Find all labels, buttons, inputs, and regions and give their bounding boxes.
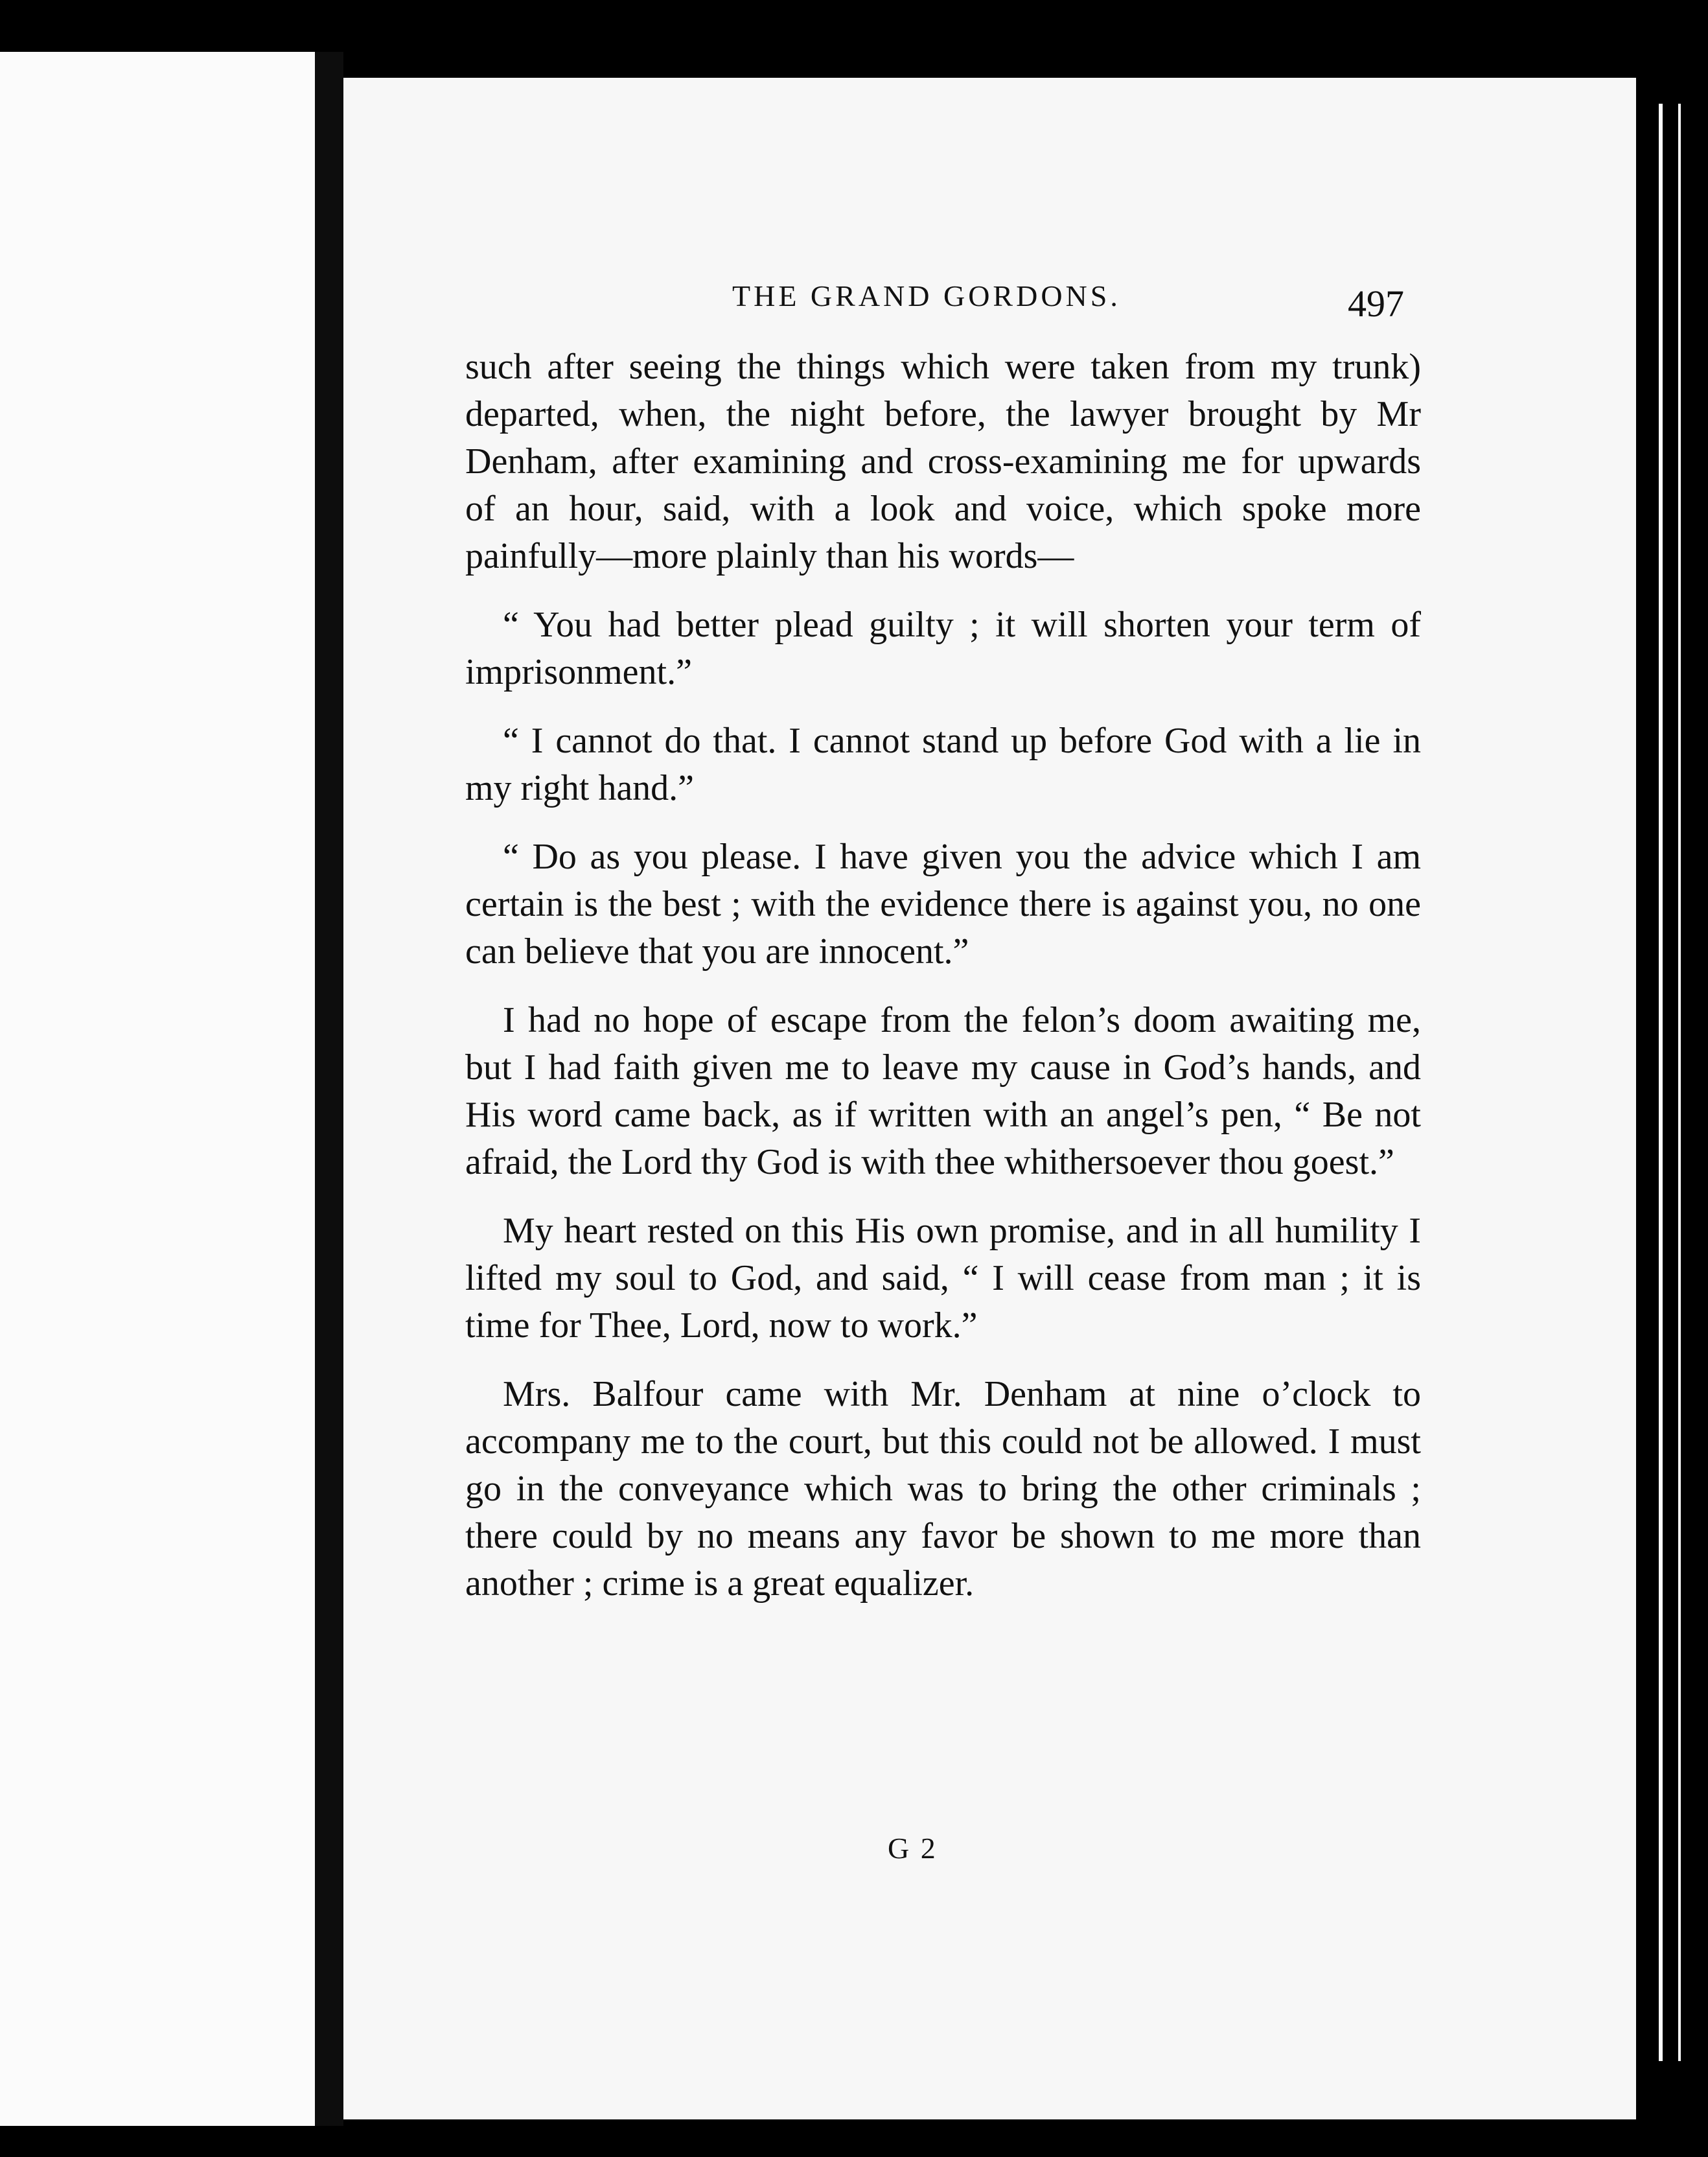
paragraph: I had no hope of escape from the felon’s doom awaiting me, but I had faith given me to leave my cause in God’s hands, and His word came back, as if written with an angel’s pen, “ Be not afraid, the Lord thy God is with thee whithersoever thou goest.” [465,1000,1421,1182]
page-edge-line [1659,104,1663,2061]
page-number: 497 [1348,283,1404,325]
paragraph: such after seeing the things which were taken from my trunk) departed, when, the night before, the lawyer brought by Mr Denham, after examining and cross-examining me for upwards of an hour, said, with a look and voice, which spoke more painfully—more plainly than his words— [465,347,1421,576]
page-edge-line [1678,104,1681,2061]
running-title: THE GRAND GORDONS. [732,279,1121,312]
paragraph: “ I cannot do that. I cannot stand up before God with a lie in my right hand.” [465,721,1421,808]
paragraph: “ Do as you please. I have given you the advice which I am certain is the best ; with the evidence there is against you, no one can believe that you are innocent.” [465,837,1421,972]
signature-mark: G 2 [888,1832,938,1865]
paragraph: My heart rested on this His own promise, and in all humility I lifted my soul to God, and said, “ I will cease from man ; it is time for Thee, Lord, now to work.” [465,1211,1421,1346]
paragraph: “ You had better plead guilty ; it will shorten your term of imprisonment.” [465,605,1421,692]
page-body [465,344,1421,1629]
left-page [0,52,315,2126]
book-gutter [315,52,343,2126]
paragraph: Mrs. Balfour came with Mr. Denham at nine o’clock to accompany me to the court, but this could not be allowed. I must go in the conveyance which was to bring the other criminals ; there could by no means any favor be shown to me more than another ; crime is a great equalizer. [465,1374,1421,1603]
